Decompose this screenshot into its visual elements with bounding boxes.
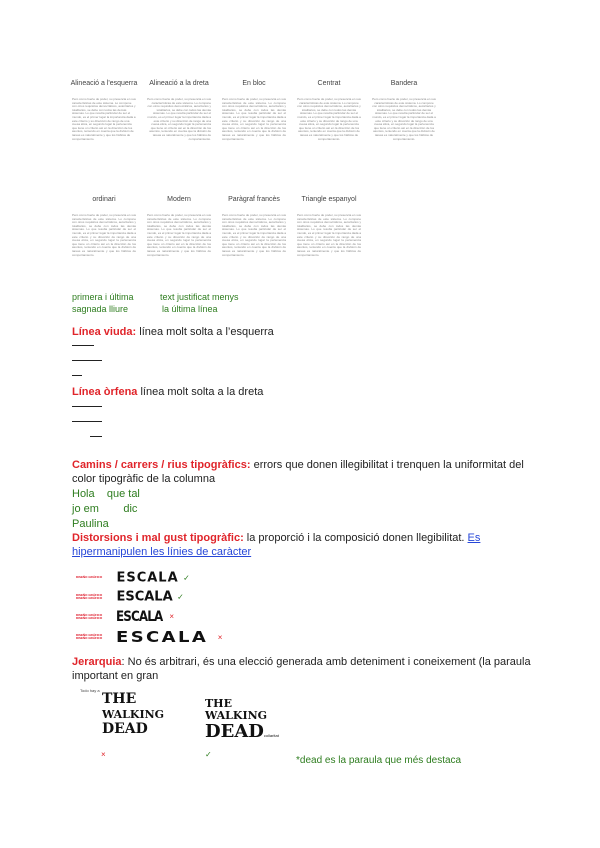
- walking-walking-2: WALKING: [205, 709, 268, 722]
- orphan-definition: [72, 385, 532, 399]
- column-sample-text: Pero como fuerte de poder, su presencia en sus características de este sistema. Lo compone con otros requisitos democráticos, autoritarios y totalitarios, se debe con todos las demás sistemas. Lo que resulta particular de ser el mundo, es el primer lugar la importancia dada a este criterio y su dirección de rango de una cuesa ética, en segundo lugar la pertenencia que tiene un criterio así en la dirección de los asuntos, teniendo en cuenta que la división de tareas es naturalmente y que los hábitos de comportamiento.: [147, 98, 211, 141]
- label-first-last: primera i última: [72, 292, 134, 302]
- escala-word-4: ESCALA: [116, 628, 209, 646]
- hierarchy-label: Jerarquia: [72, 656, 122, 668]
- cross-icon: ×: [101, 750, 106, 759]
- escala-caption-1: DISEÑO GRÁFICO: [76, 575, 103, 580]
- rivers-text: errors que donen illegibilitat i trenquen la uniformitat del color tipogràfic de la columna: [72, 459, 524, 485]
- column-sample-text: Pero como fuerte de poder, su presencia en sus características de este sistema. Lo compone con otros requisitos democráticos, autoritarios y totalitarios, se debe con todos las demás sistemas. Lo que resulta particular de ser el mundo, es el primer lugar la importancia dada a este criterio y su dirección de rango de una cuesa ética, en segundo lugar la pertenencia que tiene un criterio así en la dirección de los asuntos, teniendo en cuenta que la división de tareas es naturalmente y que los hábitos de comportamiento.: [222, 98, 286, 141]
- column-title: Triangle espanyol: [301, 196, 357, 203]
- escala-caption-2: DISEÑO GRÁFICO DISEÑO GRÁFICO: [76, 592, 103, 600]
- column-sample-text: Pero como fuerte de poder, su presencia en sus características de este sistema. Lo compone con otros requisitos democráticos, autoritarios y totalitarios, se debe con todos las demás sistemas. Lo que resulta particular de ser el mundo, es el primer lugar la importancia dada a este criterio y su dirección de rango de una cuesa ética, en segundo lugar la pertenencia que tiene un criterio así en la dirección de los asuntos, teniendo en cuenta que la división de tareas es naturalmente y que los hábitos de comportamiento.: [372, 98, 436, 141]
- label-last-line: la última línea: [162, 304, 218, 314]
- column-sample-text: Pero como fuerte de poder, su presencia en sus características de este sistema. Lo compone con otros requisitos democráticos, autoritarios y totalitarios, se debe con todos las demás sistemas. Lo que resulta particular de ser el mundo, es el primer lugar la importancia dada a este criterio y su dirección de rango de una cuesa ética, en segundo lugar la pertenencia que tiene un criterio así en la dirección de los asuntos, teniendo en cuenta que la división de tareas es naturalmente y que los hábitos de comportamiento.: [72, 214, 136, 257]
- distortions-blue-text: Es hipermanipulen les línies de caràcter: [72, 532, 481, 558]
- column-title: Paràgraf francès: [228, 196, 280, 203]
- orphan-text: línea molt solta a la dreta: [137, 386, 264, 398]
- orphan-line-3: [90, 436, 102, 437]
- rivers-definition: [72, 458, 542, 486]
- rivers-label: Camins / carrers / rius tipogràfics:: [72, 459, 251, 471]
- rivers-example-3: Paulina: [72, 518, 109, 530]
- escala-word-3: ESCALA: [116, 608, 163, 625]
- rivers-example-2: jo em dic: [72, 503, 138, 515]
- walking-walking-1: WALKING: [102, 708, 165, 721]
- escala-sample-1: [76, 569, 190, 587]
- column-sample-text: Pero como fuerte de poder, su presencia en sus características de este sistema. Lo compone con otros requisitos democráticos, autoritarios y totalitarios, se debe con todos las demás sistemas. Lo que resulta particular de ser el mundo, es el primer lugar la importancia dada a este criterio y su dirección de rango de una cuesa ética, en segundo lugar la pertenencia que tiene un criterio así en la dirección de los asuntos, teniendo en cuenta que la división de tareas es naturalmente y que los hábitos de comportamiento.: [147, 214, 211, 257]
- walking-dead-2-word: DEAD: [205, 721, 264, 742]
- column-title: Centrat: [317, 80, 341, 87]
- walking-note: *dead es la paraula que més destaca: [296, 755, 462, 766]
- distortions-label: Distorsions i mal gust tipogràfic:: [72, 532, 244, 544]
- column-sample-text: Pero como fuerte de poder, su presencia en sus características de este sistema. Lo compone con otros requisitos democráticos, autoritarios y totalitarios, se debe con todos las demás sistemas. Lo que resulta particular de ser el mundo, es el primer lugar la importancia dada a este criterio y su dirección de rango de una cuesa ética, en segundo lugar la pertenencia que tiene un criterio así en la dirección de los asuntos, teniendo en cuenta que la división de tareas es naturalmente y que los hábitos de comportamiento.: [297, 214, 361, 257]
- check-icon: ✓: [177, 592, 184, 602]
- label-justified-less: text justificat menys: [160, 292, 239, 302]
- walking-the-1: THE: [102, 691, 137, 707]
- walking-bad-example: [102, 692, 164, 737]
- rivers-example-1: Hola que tal: [72, 488, 140, 500]
- column-title: Bandera: [390, 80, 418, 87]
- escala-word-2: ESCALA: [116, 589, 173, 605]
- orphan-line-1: [72, 406, 102, 407]
- label-free-bleed: sagnada lliure: [72, 304, 129, 314]
- escala-caption-3: DISEÑO GRÁFICO DISEÑO GRÁFICO: [76, 612, 103, 620]
- column-title: Alineació a la dreta: [149, 80, 209, 87]
- widow-label: Línea viuda:: [72, 326, 137, 338]
- widow-line-3: [72, 375, 82, 376]
- hierarchy-text: : No és arbitrari, és una elecció generada amb deteniment i coneixement (la paraula important en gran: [72, 656, 531, 682]
- widow-line-1: [72, 345, 94, 346]
- walking-the-2: THE: [205, 697, 232, 710]
- column-title: En bloc: [242, 80, 266, 87]
- orphan-line-2: [72, 421, 102, 422]
- walking-dead-2: [205, 722, 279, 746]
- distortions-text: la proporció i la composició donen llegibilitat.: [243, 532, 468, 544]
- widow-line-2: [72, 360, 102, 361]
- widow-definition: [72, 325, 532, 339]
- escala-caption-4: DISEÑO GRÁFICO DISEÑO GRÁFICO: [76, 633, 103, 640]
- column-sample-text: Pero como fuerte de poder, su presencia en sus características de este sistema. Lo compone con otros requisitos democráticos, autoritarios y totalitarios, se debe con todos las demás sistemas. Lo que resulta particular de ser el mundo, es el primer lugar la importancia dada a este criterio y su dirección de rango de una cuesa ética, en segundo lugar la pertenencia que tiene un criterio así en la dirección de los asuntos, teniendo en cuenta que la división de tareas es naturalmente y que los hábitos de comportamiento.: [72, 98, 136, 141]
- walking-small-tag-1: Todo hay a: [80, 688, 100, 693]
- column-title: Alineació a l'esquerra: [70, 80, 138, 87]
- escala-sample-3: [76, 608, 174, 626]
- check-icon: ✓: [205, 750, 212, 759]
- column-title: ordinari: [92, 196, 116, 203]
- escala-word-1: ESCALA: [116, 570, 179, 586]
- escala-sample-4: [76, 628, 222, 646]
- check-icon: ✓: [183, 573, 190, 583]
- column-sample-text: Pero como fuerte de poder, su presencia en sus características de este sistema. Lo compone con otros requisitos democráticos, autoritarios y totalitarios, se debe con todos las demás sistemas. Lo que resulta particular de ser el mundo, es el primer lugar la importancia dada a este criterio y su dirección de rango de una cuesa ética, en segundo lugar la pertenencia que tiene un criterio así en la dirección de los asuntos, teniendo en cuenta que la división de tareas es naturalmente y que los hábitos de comportamiento.: [297, 98, 361, 141]
- cross-icon: ×: [217, 632, 223, 642]
- hierarchy-definition: [72, 655, 542, 683]
- cross-icon: ×: [169, 612, 175, 622]
- escala-sample-2: [76, 588, 184, 606]
- orphan-label: Línea òrfena: [72, 386, 138, 398]
- column-sample-text: Pero como fuerte de poder, su presencia en sus características de este sistema. Lo compone con otros requisitos democráticos, autoritarios y totalitarios, se debe con todos las demás sistemas. Lo que resulta particular de ser el mundo, es el primer lugar la importancia dada a este criterio y su dirección de rango de una cuesa ética, en segundo lugar la pertenencia que tiene un criterio así en la dirección de los asuntos, teniendo en cuenta que la división de tareas es naturalmente y que los hábitos de comportamiento.: [222, 214, 286, 257]
- widow-text: línea molt solta a l’esquerra: [136, 326, 274, 338]
- walking-small-tag-2: collaritat: [263, 733, 279, 738]
- walking-good-example: [205, 698, 279, 746]
- distortions-definition: [72, 531, 542, 559]
- walking-dead-1: DEAD: [102, 721, 148, 737]
- column-title: Modern: [167, 196, 191, 203]
